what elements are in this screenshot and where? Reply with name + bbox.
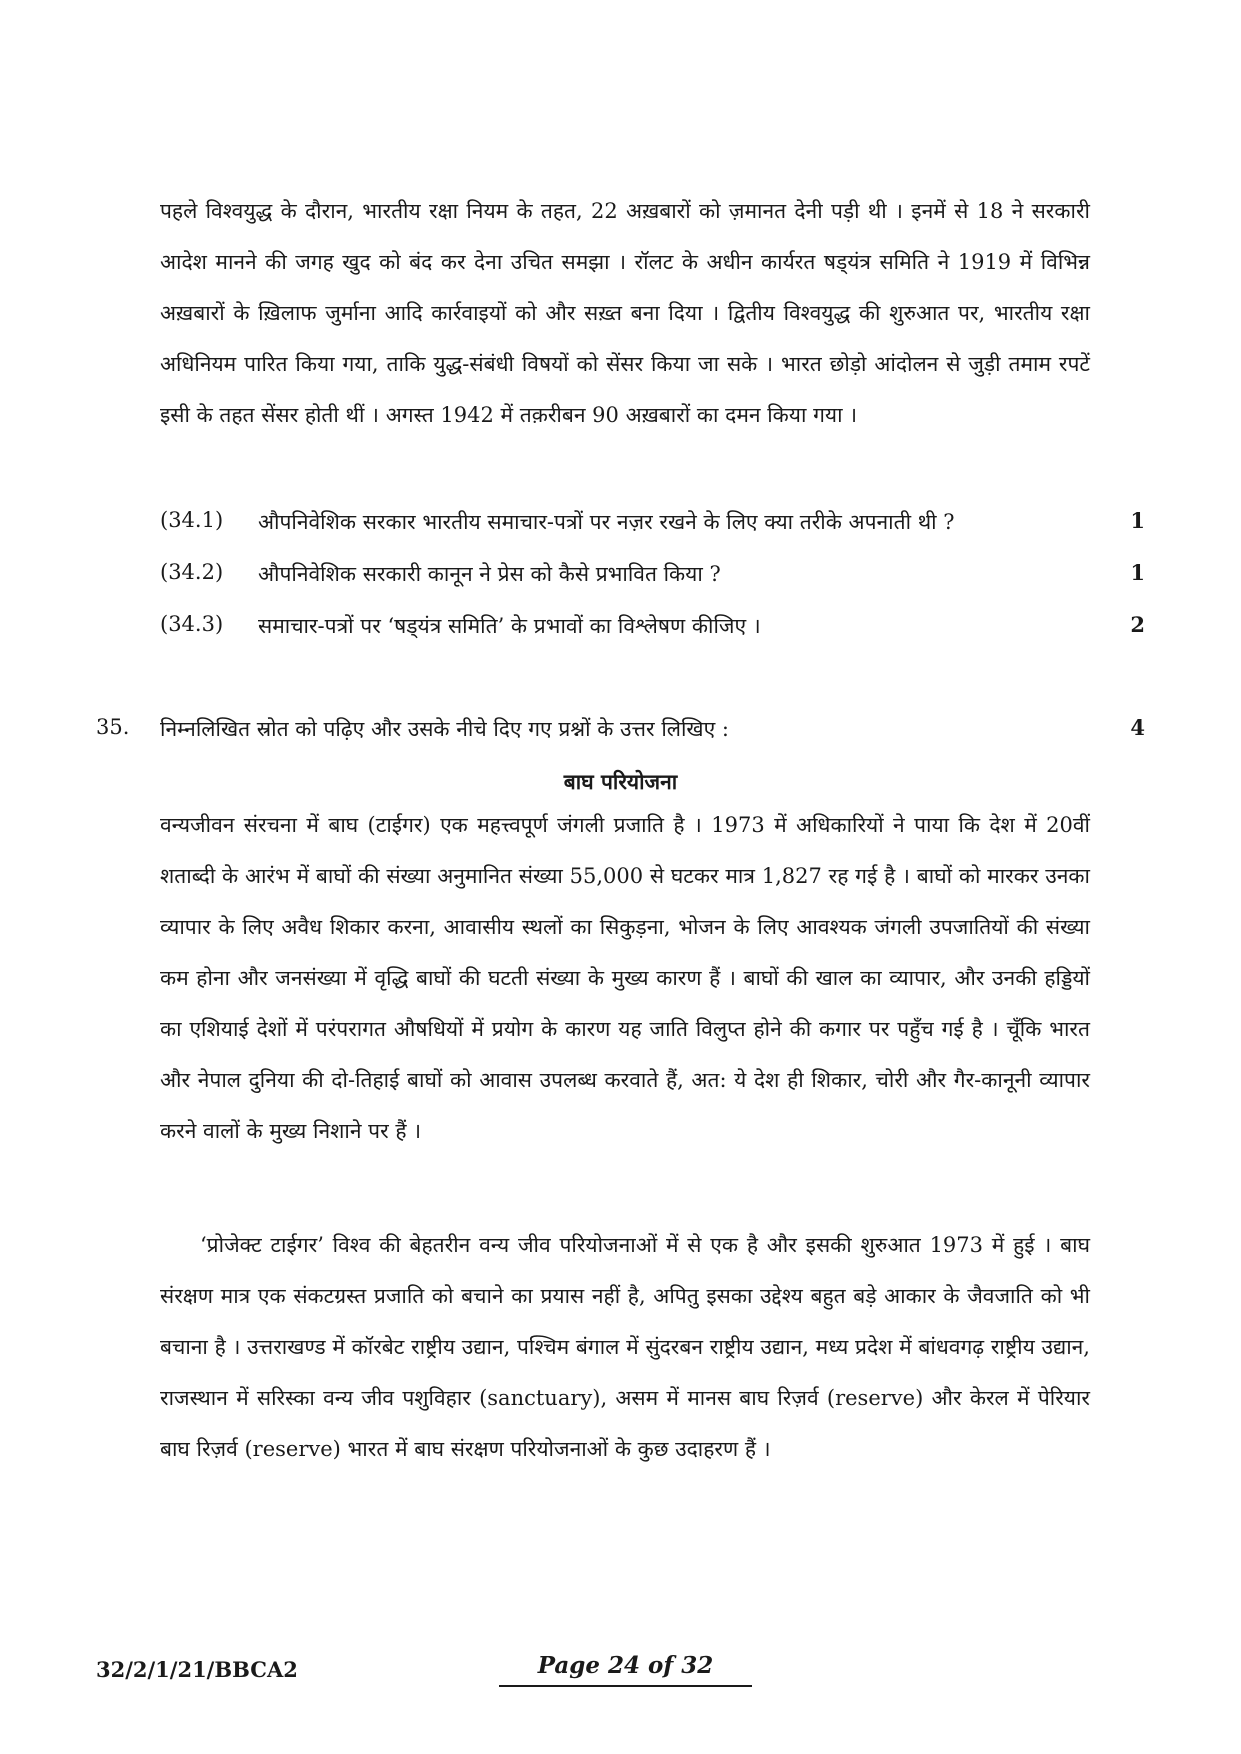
- subquestion-number: (34.1): [160, 508, 224, 532]
- subquestion-marks: 1: [1130, 560, 1145, 585]
- source-heading: बाघ परियोजना: [563, 769, 678, 794]
- subquestion-34-1: [160, 508, 1145, 548]
- subquestion-text: औपनिवेशिक सरकार भारतीय समाचार-पत्रों पर नज़र रखने के लिए क्या तरीके अपनाती थी ?: [258, 510, 955, 534]
- subquestion-34-2: [160, 560, 1145, 600]
- subquestion-34-3: [160, 612, 1145, 652]
- subquestion-number: (34.3): [160, 612, 224, 636]
- subquestion-text: औपनिवेशिक सरकारी कानून ने प्रेस को कैसे प्रभावित किया ?: [258, 562, 721, 586]
- q35-source-paragraph-2: ‘प्रोजेक्ट टाईगर’ विश्व की बेहतरीन वन्य जीव परियोजनाओं में से एक है और इसकी शुरुआत 1973 में हुई । बाघ संरक्षण मात्र एक संकटग्रस्त प्रजाति को बचाने का प्रयास नहीं है, अपितु इसका उद्देश्य बहुत बड़े आकार के जैवजाति को भी बचाना है । उत्तराखण्ड में कॉरबेट राष्ट्रीय उद्यान, पश्चिम बंगाल में सुंदरबन राष्ट्रीय उद्यान, मध्य प्रदेश में बांधवगढ़ राष्ट्रीय उद्यान, राजस्थान में सरिस्का वन्य जीव पशुविहार (sanctuary), असम में मानस बाघ रिज़र्व (reserve) और केरल में पेरियार बाघ रिज़र्व (reserve) भारत में बाघ संरक्षण परियोजनाओं के कुछ उदाहरण हैं ।: [160, 1233, 1090, 1461]
- page-number: Page 24 of 32: [499, 1652, 752, 1687]
- subquestion-text: समाचार-पत्रों पर ‘षड्‌यंत्र समिति’ के प्रभावों का विश्लेषण कीजिए ।: [258, 614, 761, 638]
- q34-source-passage: पहले विश्वयुद्ध के दौरान, भारतीय रक्षा नियम के तहत, 22 अख़बारों को ज़मानत देनी पड़ी थी । इनमें से 18 ने सरकारी आदेश मानने की जगह खुद को बंद कर देना उचित समझा । रॉलट के अधीन कार्यरत षड्‌यंत्र समिति ने 1919 में विभिन्न अख़बारों के ख़िलाफ जुर्माना आदि कार्रवाइयों को और सख़्त बना दिया । द्वितीय विश्वयुद्ध की शुरुआत पर, भारतीय रक्षा अधिनियम पारित किया गया, ताकि युद्ध-संबंधी विषयों को सेंसर किया जा सके । भारत छोड़ो आंदोलन से जुड़ी तमाम रपटें इसी के तहत सेंसर होती थीं । अगस्त 1942 में तक़रीबन 90 अख़बारों का दमन किया गया ।: [160, 199, 1090, 427]
- subquestion-marks: 1: [1130, 508, 1145, 533]
- q35-source-paragraph-1: वन्यजीवन संरचना में बाघ (टाईगर) एक महत्त्वपूर्ण जंगली प्रजाति है । 1973 में अधिकारियों ने पाया कि देश में 20वीं शताब्दी के आरंभ में बाघों की संख्या अनुमानित संख्या 55,000 से घटकर मात्र 1,827 रह गई है । बाघों को मारकर उनका व्यापार के लिए अवैध शिकार करना, आवासीय स्थलों का सिकुड़ना, भोजन के लिए आवश्यक जंगली उपजातियों की संख्या कम होना और जनसंख्या में वृद्धि बाघों की घटती संख्या के मुख्य कारण हैं । बाघों की खाल का व्यापार, और उनकी हड्डियों का एशियाई देशों में परंपरागत औषधियों में प्रयोग के कारण यह जाति विलुप्त होने की कगार पर पहुँच गई है । चूँकि भारत और नेपाल दुनिया की दो-तिहाई बाघों को आवास उपलब्ध करवाते हैं, अत: ये देश ही शिकार, चोरी और गैर-कानूनी व्यापार करने वालों के मुख्य निशाने पर हैं ।: [160, 813, 1090, 1143]
- question-number: 35.: [96, 715, 130, 739]
- question-instruction: निम्नलिखित स्रोत को पढ़िए और उसके नीचे दिए गए प्रश्नों के उत्तर लिखिए :: [160, 717, 729, 741]
- question-marks: 4: [1130, 715, 1145, 740]
- subquestion-marks: 2: [1130, 612, 1145, 637]
- paper-code: 32/2/1/21/BBCA2: [96, 1657, 298, 1682]
- subquestion-number: (34.2): [160, 560, 224, 584]
- question-35: [96, 715, 1145, 755]
